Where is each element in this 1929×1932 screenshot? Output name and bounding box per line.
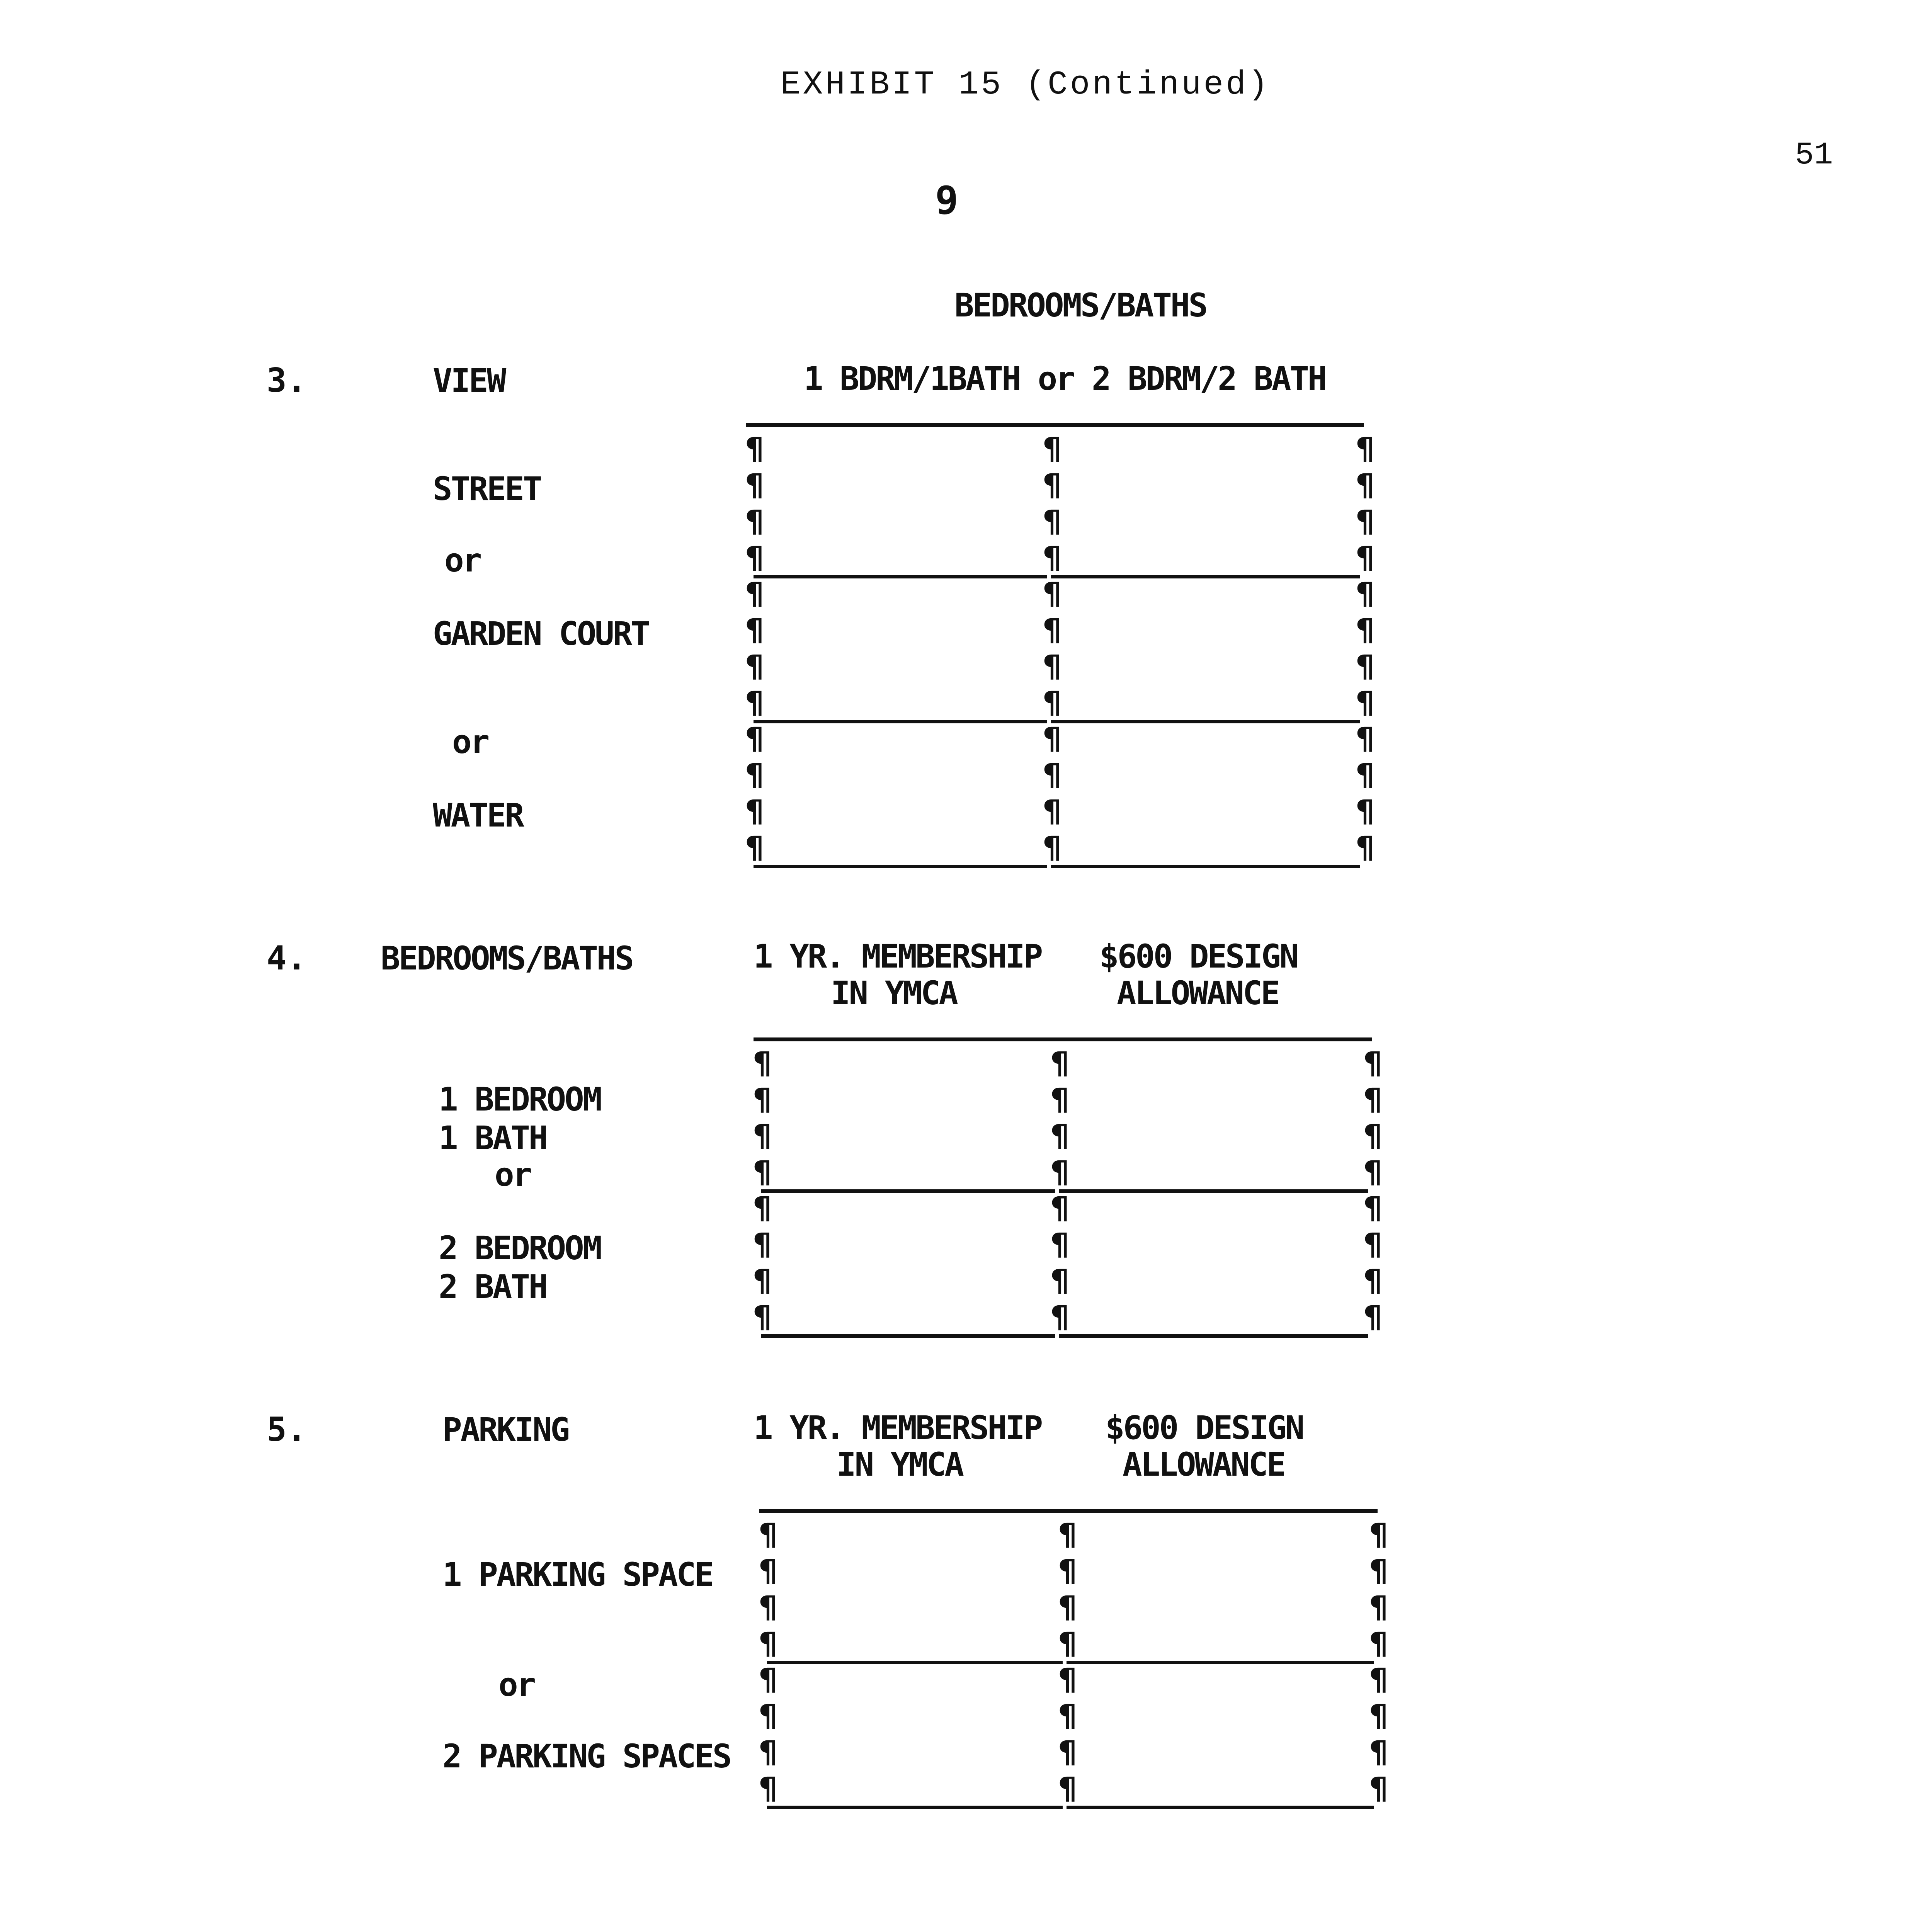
column-header-ymca: 1 YR. MEMBERSHIP — [754, 937, 1042, 975]
pilcrow-border: ¶ ¶ ¶ ¶ — [1043, 721, 1061, 865]
pilcrow-border: ¶ ¶ ¶ ¶ — [746, 432, 764, 575]
option-2-bedroom: 2 BEDROOM — [439, 1229, 601, 1267]
page-number: 51 — [1795, 137, 1833, 173]
checkbox-cell[interactable] — [761, 1194, 1055, 1338]
pilcrow-border: ¶ ¶ ¶ ¶ — [1364, 1046, 1382, 1190]
pilcrow-border: ¶ ¶ ¶ ¶ — [746, 577, 764, 720]
checkbox-cell[interactable] — [754, 580, 1047, 723]
column-header-ymca: 1 YR. MEMBERSHIP — [754, 1409, 1042, 1447]
column-header-design-line2: ALLOWANCE — [1123, 1446, 1285, 1483]
column-group-heading: BEDROOMS/BATHS — [954, 286, 1207, 324]
checkbox-cell[interactable] — [1051, 724, 1360, 868]
pilcrow-border: ¶ ¶ ¶ ¶ — [1370, 1662, 1388, 1806]
checkbox-cell[interactable] — [767, 1520, 1063, 1664]
column-header-ymca-line2: IN YMCA — [831, 974, 957, 1012]
option-2-bath: 2 BATH — [439, 1268, 547, 1306]
pilcrow-border: ¶ ¶ ¶ ¶ — [759, 1662, 777, 1806]
option-or: or — [444, 541, 481, 579]
option-street: STREET — [433, 470, 541, 508]
section-4-number: 4. — [267, 939, 307, 978]
pilcrow-border: ¶ ¶ ¶ ¶ — [1364, 1191, 1382, 1335]
pilcrow-border: ¶ ¶ ¶ ¶ — [1356, 577, 1374, 720]
pilcrow-border: ¶ ¶ ¶ ¶ — [1356, 432, 1374, 575]
checkbox-cell[interactable] — [1059, 1049, 1368, 1193]
checkbox-cell[interactable] — [754, 435, 1047, 578]
option-water: WATER — [433, 796, 523, 834]
section-4-title: BEDROOMS/BATHS — [381, 939, 633, 977]
checkbox-cell[interactable] — [1067, 1520, 1374, 1664]
column-header-design: $600 DESIGN — [1105, 1409, 1303, 1447]
checkbox-cell[interactable] — [1059, 1194, 1368, 1338]
section-5-title: PARKING — [442, 1411, 569, 1449]
grid-top-rule — [759, 1509, 1378, 1513]
grid-top-rule — [754, 1037, 1372, 1041]
pilcrow-border: ¶ ¶ ¶ ¶ — [1051, 1191, 1069, 1335]
pilcrow-border: ¶ ¶ ¶ ¶ — [754, 1191, 772, 1335]
exhibit-title: EXHIBIT 15 (Continued) — [781, 66, 1271, 104]
checkbox-cell[interactable] — [1051, 435, 1360, 578]
section-3-title: VIEW — [433, 362, 505, 400]
section-5-number: 5. — [267, 1410, 307, 1449]
section-3-number: 3. — [267, 361, 307, 400]
section-3-column-header: 1 BDRM/1BATH or 2 BDRM/2 BATH — [804, 360, 1326, 398]
pilcrow-border: ¶ ¶ ¶ ¶ — [1051, 1046, 1069, 1190]
checkbox-cell[interactable] — [1051, 580, 1360, 723]
pilcrow-border: ¶ ¶ ¶ ¶ — [754, 1046, 772, 1190]
column-header-ymca-line2: IN YMCA — [837, 1446, 963, 1483]
pilcrow-border: ¶ ¶ ¶ ¶ — [1059, 1662, 1077, 1806]
column-header-design: $600 DESIGN — [1099, 937, 1298, 975]
checkbox-cell[interactable] — [1067, 1665, 1374, 1809]
pilcrow-border: ¶ ¶ ¶ ¶ — [1356, 721, 1374, 865]
option-1-parking-space: 1 PARKING SPACE — [442, 1556, 713, 1594]
page-marker: 9 — [935, 178, 957, 223]
option-or: or — [498, 1666, 535, 1704]
grid-top-rule — [746, 423, 1364, 427]
option-1-bath: 1 BATH — [439, 1119, 547, 1157]
pilcrow-border: ¶ ¶ ¶ ¶ — [746, 721, 764, 865]
option-or: or — [495, 1156, 531, 1194]
option-1-bedroom: 1 BEDROOM — [439, 1080, 601, 1118]
checkbox-cell[interactable] — [761, 1049, 1055, 1193]
pilcrow-border: ¶ ¶ ¶ ¶ — [759, 1517, 777, 1661]
pilcrow-border: ¶ ¶ ¶ ¶ — [1043, 577, 1061, 720]
checkbox-cell[interactable] — [754, 724, 1047, 868]
option-garden-court: GARDEN COURT — [433, 615, 649, 653]
checkbox-cell[interactable] — [767, 1665, 1063, 1809]
option-or: or — [452, 723, 488, 761]
option-2-parking-spaces: 2 PARKING SPACES — [442, 1737, 731, 1775]
pilcrow-border: ¶ ¶ ¶ ¶ — [1059, 1517, 1077, 1661]
pilcrow-border: ¶ ¶ ¶ ¶ — [1370, 1517, 1388, 1661]
pilcrow-border: ¶ ¶ ¶ ¶ — [1043, 432, 1061, 575]
column-header-design-line2: ALLOWANCE — [1117, 974, 1279, 1012]
